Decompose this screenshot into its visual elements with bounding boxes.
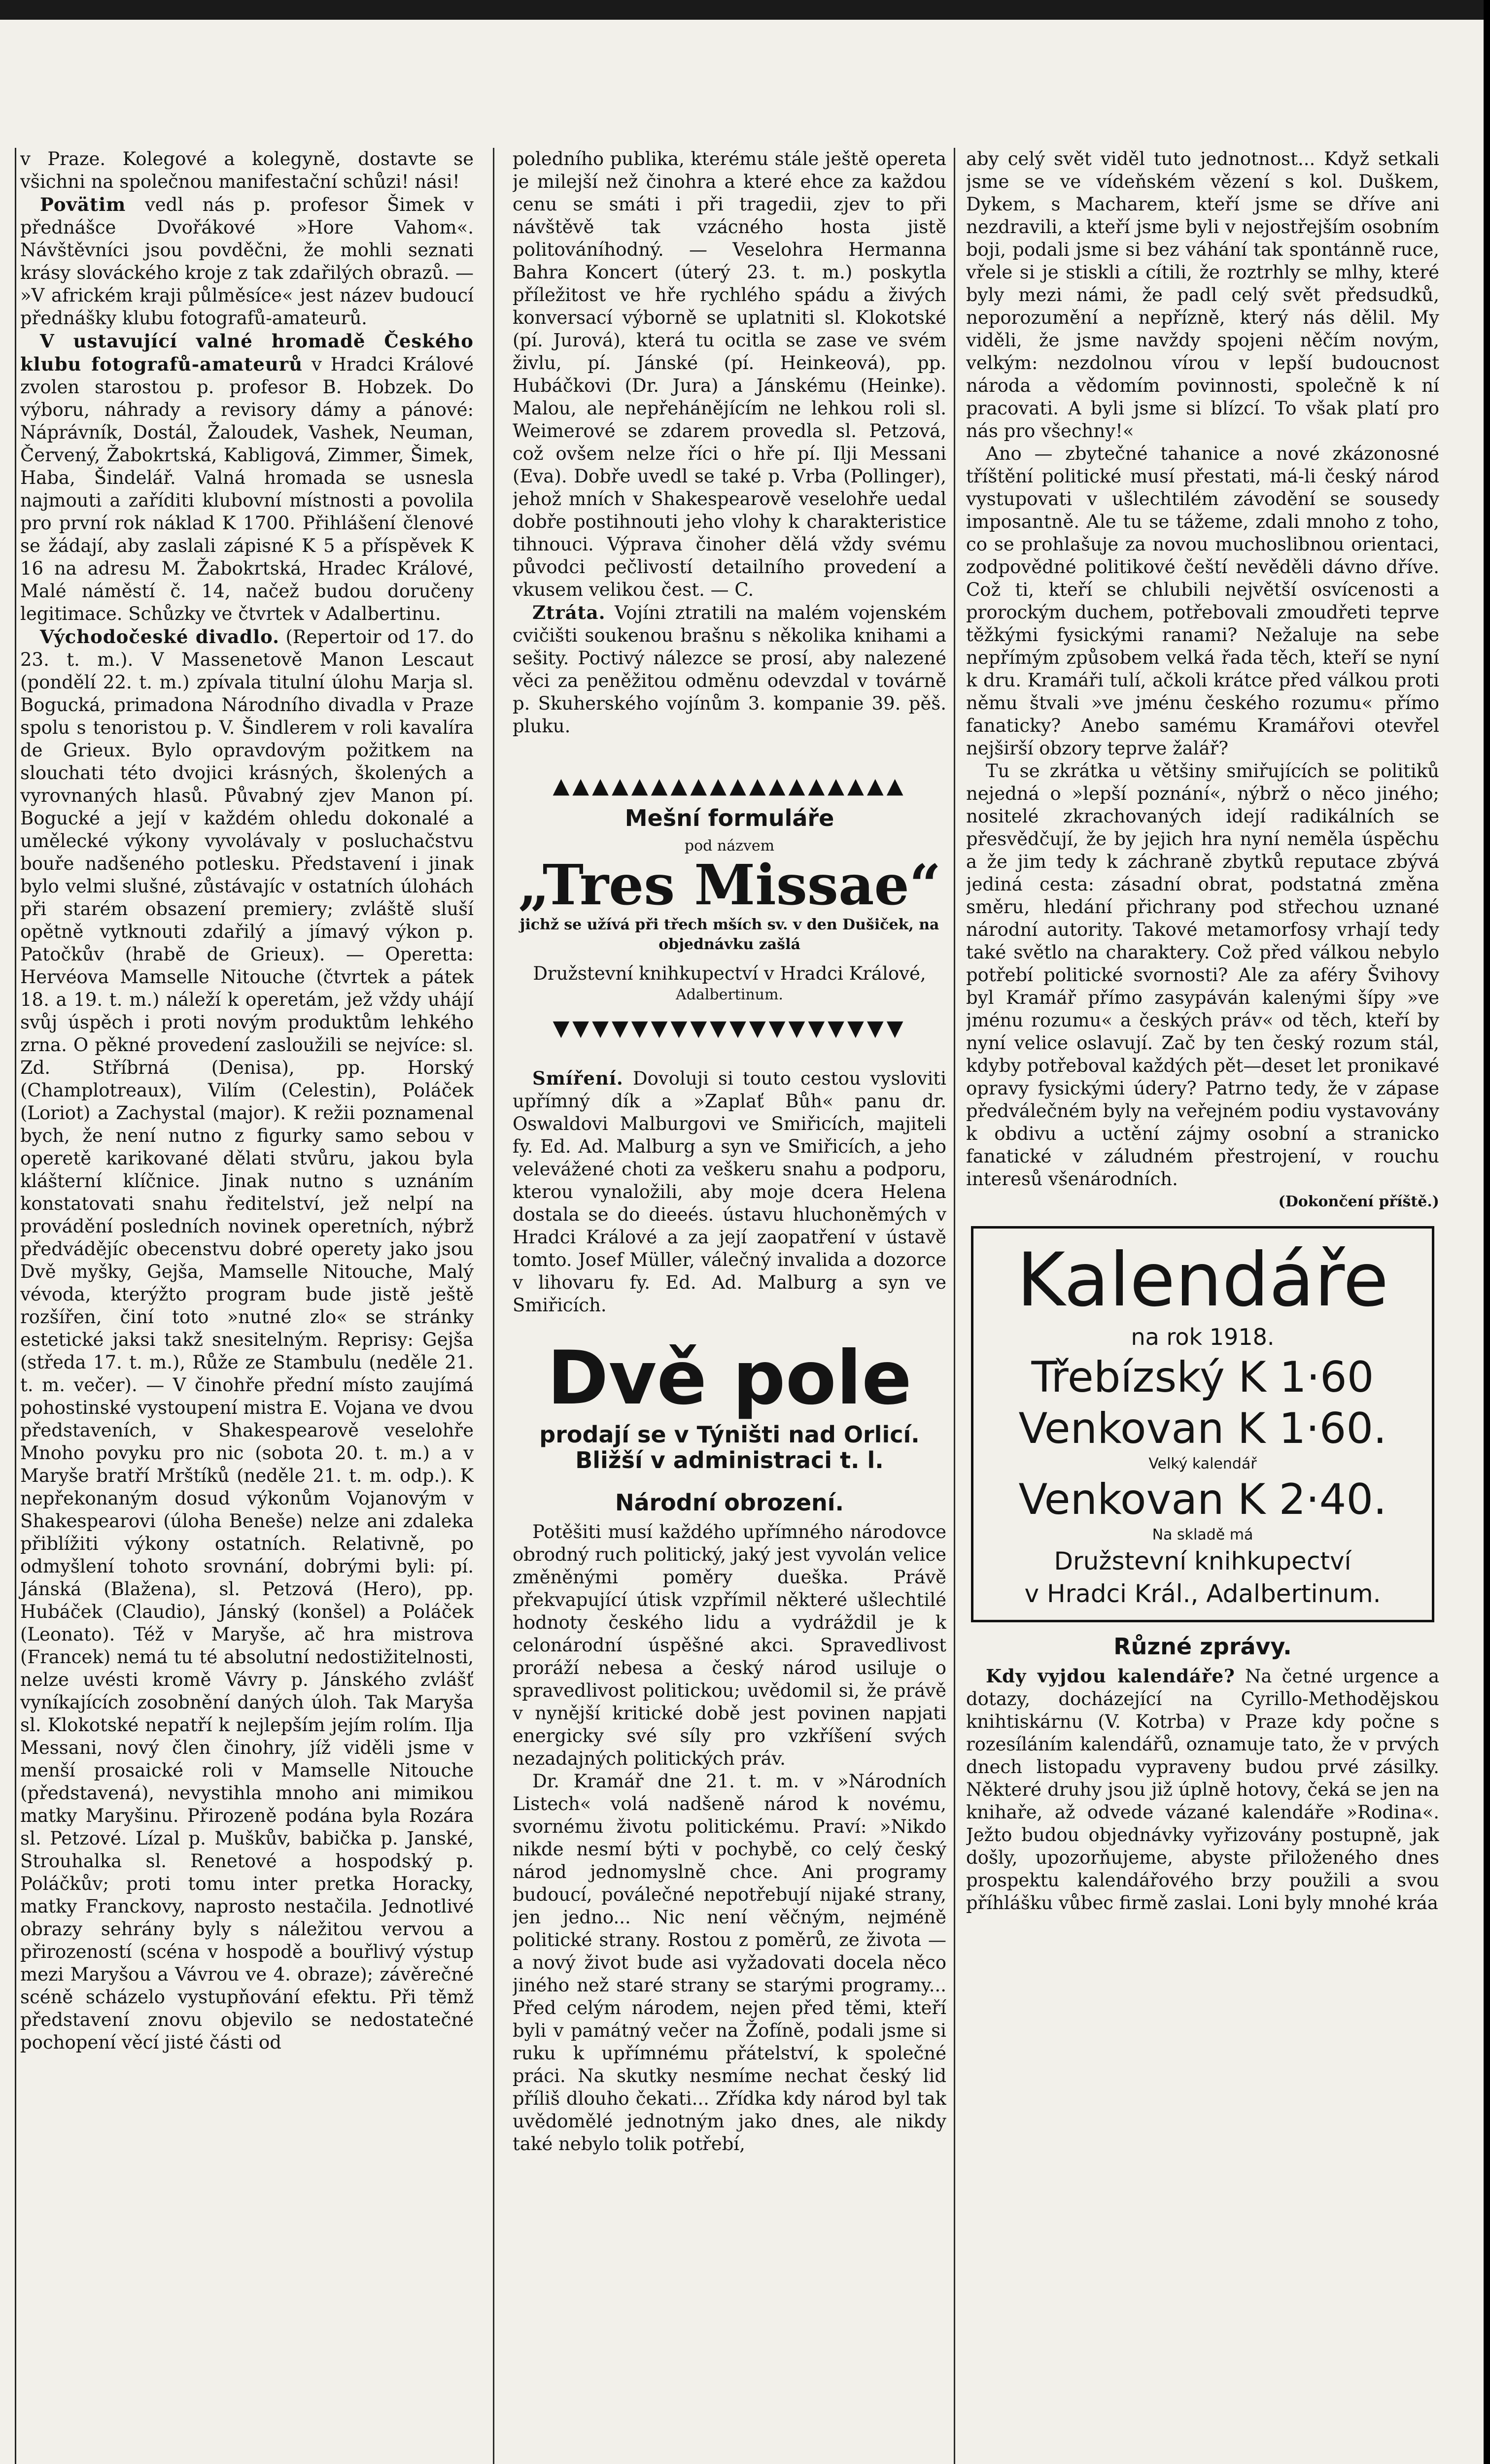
ad-publisher: Družstevní knihkupectví <box>1054 1547 1351 1575</box>
article-lead: Ztráta. <box>532 602 606 623</box>
article-text: v Praze. Kolegové a kolegyně, dostavte se všichni na společnou manifestační schůzi! nási! <box>20 148 474 192</box>
article-paragraph <box>20 193 474 330</box>
article-paragraph <box>20 625 474 2054</box>
scan-top-edge <box>0 0 1484 20</box>
column-3 <box>966 148 1439 2464</box>
article-lead: Smíření. <box>532 1067 624 1089</box>
ad-price-line: Venkovan K 2·40. <box>1018 1475 1387 1524</box>
article-text: Potěšiti musí každého upřímného národovce obrodný ruch politický, jaký jest vyvolán velice změněnými poměry dueška. Právě překvapující útisk vzpřímil některé ušlechtilé hodnoty českého lidu a vydráždil je k celonárodní úspěšné akci. Spravedlivost proráží nebesa a český národ usiluje o spravedlivost politickou; uvědomil si, že právě v nynější kritické době jest povinen napjati energicky své síly pro vzkříšení svých nezadajných politických práv. <box>513 1521 946 1769</box>
article-heading: Národní obrození. <box>615 1489 844 1516</box>
article-text: aby celý svět viděl tuto jednotnost... Když setkali jsme se ve vídeňském vězení s kol. Duškem, Dykem, s Macharem, kteří jsme se dříve ani nezdravili, a kteří jsme byli v nejostřejším osobním boji, podali jsme si bez váhání tak spontánně ruce, vřele si je stiskli a cítili, že roztrhly se mlhy, které byly mezi námi, že padl celý svět předsudků, neporozumění a nepřízně, který nás dělil. My viděli, že jsme navždy spojeni něčím novým, velkým: nezdolnou vírou v lepší budoucnost národa a vědomím povinnosti, společně k ní pracovati. A byli jsme si blízcí. To však platí pro nás pro všechny!« <box>966 148 1439 442</box>
article-text: Ano — zbytečné tahanice a nové zkázonosné tříštění politické musí přestati, má-li český národ vystupovati v ušlechtilém závodění se sousedy imposantně. Ale tu se tážeme, zdali mnoho z toho, co se prohlašuje za novou muchoslibnou orientaci, zodpovědné politikové čeští nevěděli dávno dříve. Což ti, kteří se chlubili největší osvícenosti a prorockým duchem, potřebovali zmoudřeti teprve těžkými fysickými ranami? Nežaluje na sebe nepřímým způsobem velká řada těch, kteří se nyní k dru. Kramáři tulí, ačkoli krátce před válkou proti němu štvali »ve jménu českého rozumu« přímo fanaticky? Anebo samému Kramářovi otevřel nejširší obzory teprve žalář? <box>966 443 1439 759</box>
article-lead: Východočeské divadlo. <box>40 626 280 648</box>
ad-price-line: Venkovan K 1·60. <box>1018 1404 1387 1453</box>
scan-right-edge <box>1484 0 1490 2464</box>
ad-heading: Mešní formuláře <box>624 805 834 831</box>
article-text: Na četné urgence a dotazy, docházející na Cyrillo-Methodějskou knihtiskárnu (V. Kotrba) v Praze kdy počne s rozesíláním kalendářů, oznamuje tato, že v prvých dnech listopadu vypraveny budou prvé zásilky. Některé druhy jsou již úplně hotovy, čeká se jen na knihaře, až odvede vázané kalendáře »Rodina«. Ježto budou objednávky vyřizovány postupně, jak došly, upozorňujeme, abyste přiloženého dnes prospektu kalendářového brzy použili a svou příhlášku vůbec firmě zaslai. Loni byly mnohé kráa <box>966 1666 1439 1914</box>
article-paragraph <box>966 1665 1439 1915</box>
ornament-border: ▼▼▼▼▼▼▼▼▼▼▼▼▼▼▼▼▼▼ <box>553 1016 906 1041</box>
article-text: Dovoluji si touto cestou vysloviti upřímný dík a »Zaplať Bůh« panu dr. Oswaldovi Malburgovi ve Smiřicích, majiteli fy. Ed. Ad. Malburg a syn ve Smiřicích, a jeho velevážené choti za veškeru snahu a podporu, kterou vynaložili, aby moje dcera Helena dostala se do dieeés. ústavu hluchoněmých v Hradci Králové a za její zaopatření v ústavě tomto. Josef Müller, válečný invalida a dozorce v lihovaru fy. Ed. Ad. Malburg a syn ve Smiřicích. <box>513 1068 946 1316</box>
section-heading: Různé zprávy. <box>1113 1633 1292 1660</box>
advertisement-dve-pole <box>513 1336 946 1472</box>
ad-title: „Tres Missae“ <box>518 853 941 918</box>
column-rule <box>954 148 955 2464</box>
ad-subheading: pod názvem <box>684 837 775 855</box>
ad-line: prodají se v Týništi nad Orlicí. <box>539 1421 920 1448</box>
article-text: vedl nás p. profesor Šimek v přednášce Dvořákové »Hore Vahom«. Návštěvníci jsou povděčni, že mohli seznati krásy slováckého kroje z tak zdařilých obrazů. — »V africkém kraji půlměsíce« jest název budoucí přednášky klubu fotografů-amateurů. <box>20 194 474 329</box>
ad-title: Dvě pole <box>547 1335 912 1421</box>
ad-publisher: Družstevní knihkupectví v Hradci Králové, <box>533 963 926 984</box>
column-1 <box>15 148 474 2464</box>
article-text: Dr. Kramář dne 21. t. m. v »Národních Listech« volá nadšeně národ k novému, svornému životu politickému. Praví: »Nikdo nikde nesmí býti v pochybě, co celý český národ jednomyslně chce. Ani programy budoucí, poválečné nepotřebují nijaké strany, jen jedno... Nic není věčným, nejméně politické strany. Rostou z poměrů, ze života — a nový život bude asi vyžadovati docela něco jiného než staré strany se starými programy... Před celým národem, nejen před těmi, kteří byli v památný večer na Žofíně, podali jsme si ruku k upřímnému přátelství, k společné práci. Na skutky nesmíme nechat český lid příliš dlouho čekati... Zřídka kdy národ byl tak uvědomělé jednotným jako dnes, ale nikdy také nebylo tolik potřebí, <box>513 1771 946 2155</box>
article-text: poledního publika, kterému stále ještě opereta je milejší než činohra a které ehce za každou cenu se smáti i při tragedii, zjev to při návštěvě tak vzácného hosta jistě politováníhodný. — Veselohra Hermanna Bahra Koncert (úterý 23. t. m.) poskytla příležitost ve hře rychlého spádu a živých konversací výborně se uplatniti sl. Klokotské (pí. Jurová), která tu ocitla se zase ve svém živlu, pí. Jánské (pí. Heinkeová), pp. Hubáčkovi (Dr. Jura) a Jánskému (Heinke). Malou, ale nepřehánějícím ne lehkou roli sl. Weimerové se zdarem provedla sl. Petzová, což ovšem nelze říci o hře pí. Ilji Messani (Eva). Dobře uvedl se také p. Vrba (Pollinger), jehož mních v Shakespearově veselohře uedal dobře postihnouti jeho vlohy k charakteristice tihnouci. Výprava činoher dělá vždy svému původci pečlivostí detailního provedení a vkusem velikou čest. — C. <box>513 148 946 600</box>
continuation-note: (Dokončení příště.) <box>1278 1193 1439 1210</box>
ad-address: Adalbertinum. <box>676 986 783 1003</box>
article-text: Tu se zkrátka u většiny smiřujících se politiků nejedná o »lepší poznání«, nýbrž o něco jiného; nositelé zkrachovaných idejí radikálních se přesvědčují, že by jejich hra nyní neměla úspěchu a že jim tedy k záchraně zbytků reputace zbývá jediná cesta: zásadní obrat, podstatná změna směru, hledání přichrany pod střechou uznané národní autority. Takové metamorfosy vrhají tedy také světlo na charaktery. Což před válkou nebylo potřebí politické svornosti? Ale za aféry Švihovy byl Kramář přímo zasypáván kalenými šípy »ve jménu rozumu« a českých práv« od těch, kteří by nyní velice oslavují. Zač by ten český rozum stál, kdyby potřeboval každých pět—deset let pronikavé opravy fysickými údery? Patrno tedy, že v zápase předválečném byly na veřejném podiu vystavovány k obdivu a uctění zájmy osobní a stranicko fanatické v záludném přestrojení, v rouchu interesů všenárodních. <box>966 760 1439 1190</box>
article-lead: Kdy vyjdou kalendáře? <box>986 1665 1235 1687</box>
article-lead: V ustavující valné hromadě Českého klubu fotografů-amateurů <box>20 330 474 375</box>
article-paragraph <box>513 601 946 738</box>
article-text: Vojíni ztratili na malém vojenském cvičišti soukenou brašnu s několika knihami a sešity. Poctivý nálezce se prosí, aby nalezené věci za peněžitou odměnu odevzdal v továrně p. Skuherského vojínům 3. kompanie 39. pěš. pluku. <box>513 602 946 737</box>
advertisement-kalendare <box>971 1226 1434 1622</box>
article-text: v Hradci Králové zvolen starostou p. profesor B. Hobzek. Do výboru, náhrady a revisory dámy a pánové: Náprávník, Dostál, Žaloudek, Vashek, Neuman, Červený, Žabokrtská, Kabligová, Zimmer, Šimek, Haba, Šindelář. Valná hromada se usnesla najmouti a zaříditi klubovní místnosti a povolila pro první rok náklad K 1700. Přihlášení členové se žádají, aby zaslali zápisné K 5 a příspěvek K 16 na adresu M. Žabokrtská, Hradec Králové, Malé náměstí č. 14, načež budou doručeny legitimace. Schůzky ve čtvrtek v Adalbertinu. <box>20 354 474 624</box>
ad-title: Kalendáře <box>1016 1237 1389 1323</box>
ad-year: na rok 1918. <box>1131 1324 1275 1350</box>
ad-address: v Hradci Král., Adalbertinum. <box>1024 1579 1381 1608</box>
ad-text: jichž se užívá při třech mších sv. v den Dušiček, na objednávku zašlá <box>520 916 939 953</box>
ad-note: Na skladě má <box>1152 1526 1253 1543</box>
article-text: (Repertoir od 17. do 23. t. m.). V Massenetově Manon Lescaut (pondělí 22. t. m.) zpívala titulní úlohu Marja sl. Bogucká, primadona Národního divadla v Praze spolu s tenoristou p. V. Šindlerem v roli kavalíra de Grieux. Bylo opravdovým požitkem na slouchati této dvojici krásných, školených a vyrovnaných hlasů. Půvabný zjev Manon pí. Bogucké a její v každém ohledu dokonalé a umělecké výkony vyvolávaly v posluchačstvu bouře nadšeného potlesku. Představení i jinak bylo velmi slušné, zůstávajíc v ostatních úlohách při starém obsazení premiery; zvláště sluší opětně vytknouti zdařilý a jímavý výkon p. Patočkův (hrabě de Grieux). — Operetta: Hervéova Mamselle Nitouche (čtvrtek a pátek 18. a 19. t. m.) náleží k operetám, jež vždy uhájí svůj úspěch i proti novým produktům lehkého zrna. O pěkné provedení zasloužili se nejvíce: sl. Zd. Stříbrná (Denisa), pp. Horský (Champlotreaux), Vilím (Celestin), Poláček (Loriot) a Zachystal (major). K režii poznamenal bych, že není nutno z figurky samo sebou v operetě karikované dělati stvůru, jakou byla klášterní klíčnice. Jinak nutno s uznáním konstatovati snahu ředitelství, jež nelpí na provádění posledních novinek operetních, nýbrž předvádějíc obecenstvu dobré operety jako jsou Dvě myšky, Gejša, Mamselle Nitouche, Malý vévoda, kterýžto program bude jistě ještě rozšířen, činí toto »nutné zlo« se stránky estetické jaksi takž snesitelným. Reprisy: Gejša (středa 17. t. m.), Růže ze Stambulu (neděle 21. t. m. večer). — V činohře přední místo zaujímá pohostinské vystoupení mistra E. Vojana ve dvou představeních, v Shakespearově veselohře Mnoho povyku pro nic (sobota 20. t. m.) a v Maryše bratří Mrštíků (neděle 21. t. m. odp.). K nepřekonaným dosud výkonům Vojanovým v Shakespearovi (úloha Beneše) nelze ani zdaleka přiblížiti výkony ostatních. Relativně, po odmyšlení tohoto srovnání, dobrými byli: pí. Jánská (Blažena), sl. Petzová (Hero), pp. Hubáček (Claudio), Jánský (konšel) a Poláček (Leonato). Též v Maryše, ač hra mistrova (Francek) nemá tu té absolutní nedostižitelnosti, nelze uvésti kromě Vávry p. Jánského zvlášť vyníkajících zosobnění daných úloh. Tak Maryša sl. Klokotské nepatří k nejlepším jejím rolím. Ilja Messani, nový člen činohry, jíž viděli jsme v menší prosaické roli v Mamselle Nitouche (představená), nevystihla mnoho ani mimikou matky Maryšinu. Přirozeně podána byla Rozára sl. Petzové. Lízal p. Muškův, babička p. Janské, Strouhalka sl. Renetové a hospodský p. Poláčkův; proti tomu inter pretka Horacky, matky Franckovy, naprosto nestačila. Jednotlivé obrazy sehrány byly s náležitou vervou a přirozeností (scéna v hospodě a bouřlivý výstup mezi Maryšou a Vávrou ve 4. obraze); závěrečné scéně scházelo vystupňování efektu. Při těmž představení znovu objevilo se nedostatečné pochopení věcí jisté části od <box>20 626 474 2053</box>
ornament-border: ▲▲▲▲▲▲▲▲▲▲▲▲▲▲▲▲▲▲ <box>553 773 906 798</box>
article-paragraph <box>20 330 474 625</box>
advertisement-tres-missae <box>513 772 946 1042</box>
ad-price-line: Třebízský K 1·60 <box>1031 1353 1374 1402</box>
article-paragraph <box>513 1067 946 1317</box>
article-lead: Povätim <box>40 194 126 215</box>
column-2 <box>513 148 946 2464</box>
ad-subheading: Velký kalendář <box>1148 1455 1257 1472</box>
ad-line: Bližší v administraci t. l. <box>575 1447 884 1473</box>
column-rule <box>493 148 494 2464</box>
